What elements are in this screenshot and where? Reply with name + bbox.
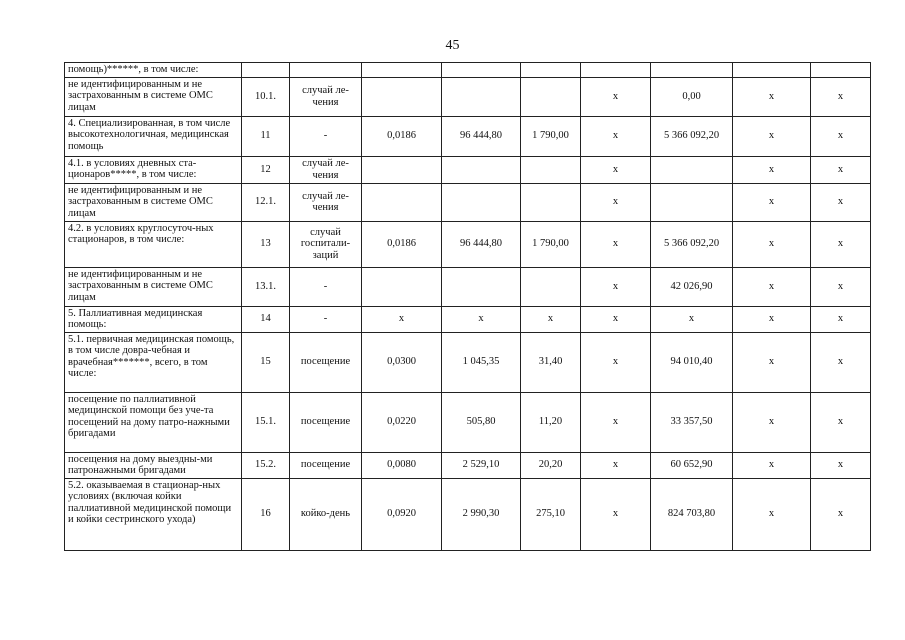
- row-col-8: х: [733, 478, 811, 550]
- row-col-6: х: [581, 332, 651, 392]
- row-col-9: х: [811, 116, 871, 156]
- row-code: 13: [242, 221, 290, 267]
- row-col-6: х: [581, 183, 651, 221]
- row-unit: койко-день: [290, 478, 362, 550]
- row-sum: 42 026,90: [651, 267, 733, 306]
- page-number: 45: [445, 38, 460, 53]
- table-row: [65, 306, 871, 332]
- row-sum: 60 652,90: [651, 452, 733, 478]
- row-per-capita: [521, 156, 581, 183]
- row-col-8: х: [733, 306, 811, 332]
- data-table: [64, 62, 871, 551]
- row-code: 14: [242, 306, 290, 332]
- row-cost: [442, 267, 521, 306]
- row-label: 4. Специализированная, в том числе высокотехнологичная, медицинская помощь: [65, 116, 242, 156]
- row-per-capita: [521, 183, 581, 221]
- table-row: [65, 332, 871, 392]
- row-norm: [362, 156, 442, 183]
- row-norm: 0,0220: [362, 392, 442, 452]
- row-col-6: х: [581, 77, 651, 116]
- row-col-8: [733, 63, 811, 78]
- row-cost: 96 444,80: [442, 116, 521, 156]
- row-col-6: х: [581, 221, 651, 267]
- row-col-9: х: [811, 221, 871, 267]
- row-per-capita: [521, 63, 581, 78]
- row-per-capita: х: [521, 306, 581, 332]
- row-col-8: х: [733, 156, 811, 183]
- row-sum: 824 703,80: [651, 478, 733, 550]
- row-per-capita: 31,40: [521, 332, 581, 392]
- row-cost: 96 444,80: [442, 221, 521, 267]
- table-row: [65, 478, 871, 550]
- row-unit: посещение: [290, 452, 362, 478]
- row-col-6: х: [581, 392, 651, 452]
- row-sum: 5 366 092,20: [651, 221, 733, 267]
- row-col-6: х: [581, 306, 651, 332]
- row-sum: х: [651, 306, 733, 332]
- row-norm: х: [362, 306, 442, 332]
- row-col-9: х: [811, 452, 871, 478]
- row-per-capita: 1 790,00: [521, 116, 581, 156]
- row-sum: [651, 63, 733, 78]
- row-col-8: х: [733, 183, 811, 221]
- row-unit: посещение: [290, 332, 362, 392]
- row-code: 15.1.: [242, 392, 290, 452]
- row-norm: [362, 63, 442, 78]
- table-row: [65, 77, 871, 116]
- row-col-8: х: [733, 452, 811, 478]
- table-row: [65, 156, 871, 183]
- row-norm: 0,0186: [362, 116, 442, 156]
- row-unit: -: [290, 267, 362, 306]
- row-unit: -: [290, 306, 362, 332]
- row-col-6: х: [581, 156, 651, 183]
- row-cost: х: [442, 306, 521, 332]
- row-sum: 94 010,40: [651, 332, 733, 392]
- row-col-9: х: [811, 156, 871, 183]
- row-label: не идентифицированным и не застрахованным в системе ОМС лицам: [65, 267, 242, 306]
- row-col-8: х: [733, 392, 811, 452]
- row-code: 15: [242, 332, 290, 392]
- row-label: помощь)******, в том числе:: [65, 63, 242, 78]
- row-col-9: х: [811, 77, 871, 116]
- row-code: 10.1.: [242, 77, 290, 116]
- row-label: 5. Паллиативная медицинская помощь:: [65, 306, 242, 332]
- row-unit: случай госпитали-заций: [290, 221, 362, 267]
- row-norm: 0,0300: [362, 332, 442, 392]
- row-norm: 0,0186: [362, 221, 442, 267]
- row-sum: 5 366 092,20: [651, 116, 733, 156]
- row-col-9: х: [811, 267, 871, 306]
- row-col-9: х: [811, 478, 871, 550]
- row-code: 13.1.: [242, 267, 290, 306]
- row-per-capita: [521, 77, 581, 116]
- row-label: не идентифицированным и не застрахованным в системе ОМС лицам: [65, 77, 242, 116]
- table-row: [65, 452, 871, 478]
- row-code: 12: [242, 156, 290, 183]
- table-row: [65, 116, 871, 156]
- row-col-8: х: [733, 116, 811, 156]
- row-per-capita: [521, 267, 581, 306]
- row-col-8: х: [733, 221, 811, 267]
- row-cost: [442, 183, 521, 221]
- table-row: [65, 183, 871, 221]
- row-label: посещение по паллиативной медицинской помощи без уче-та посещений на дому патро-нажными бригадами: [65, 392, 242, 452]
- row-col-9: х: [811, 183, 871, 221]
- row-norm: [362, 77, 442, 116]
- table-row: [65, 63, 871, 78]
- row-col-8: х: [733, 77, 811, 116]
- row-cost: 505,80: [442, 392, 521, 452]
- row-col-6: х: [581, 452, 651, 478]
- row-cost: 2 529,10: [442, 452, 521, 478]
- row-code: 15.2.: [242, 452, 290, 478]
- row-col-6: [581, 63, 651, 78]
- row-cost: 2 990,30: [442, 478, 521, 550]
- row-label: посещения на дому выездны-ми патронажными бригадами: [65, 452, 242, 478]
- row-cost: [442, 77, 521, 116]
- row-col-8: х: [733, 332, 811, 392]
- row-norm: [362, 267, 442, 306]
- table-row: [65, 392, 871, 452]
- table-row: [65, 221, 871, 267]
- row-sum: 0,00: [651, 77, 733, 116]
- row-cost: [442, 63, 521, 78]
- row-unit: -: [290, 116, 362, 156]
- row-col-6: х: [581, 116, 651, 156]
- row-label: 4.1. в условиях дневных ста-ционаров*****, в том числе:: [65, 156, 242, 183]
- row-label: 4.2. в условиях круглосуточ-ных стационаров, в том числе:: [65, 221, 242, 267]
- row-cost: [442, 156, 521, 183]
- row-col-9: х: [811, 392, 871, 452]
- row-col-9: х: [811, 332, 871, 392]
- row-code: 12.1.: [242, 183, 290, 221]
- row-col-6: х: [581, 478, 651, 550]
- table-row: [65, 267, 871, 306]
- row-label: не идентифицированным и не застрахованным в системе ОМС лицам: [65, 183, 242, 221]
- row-label: 5.2. оказываемая в стационар-ных условиях (включая койки паллиативной медицинской помощи и койки сестринского ухода): [65, 478, 242, 550]
- row-unit: посещение: [290, 392, 362, 452]
- row-col-8: х: [733, 267, 811, 306]
- row-unit: случай ле-чения: [290, 183, 362, 221]
- row-per-capita: 11,20: [521, 392, 581, 452]
- row-norm: [362, 183, 442, 221]
- row-sum: [651, 183, 733, 221]
- row-per-capita: 275,10: [521, 478, 581, 550]
- row-label: 5.1. первичная медицинская помощь, в том числе довра-чебная и врачебная*******, всего, в том числе:: [65, 332, 242, 392]
- row-code: [242, 63, 290, 78]
- row-sum: 33 357,50: [651, 392, 733, 452]
- row-col-9: [811, 63, 871, 78]
- row-unit: случай ле-чения: [290, 156, 362, 183]
- row-norm: 0,0920: [362, 478, 442, 550]
- row-unit: [290, 63, 362, 78]
- row-code: 16: [242, 478, 290, 550]
- row-sum: [651, 156, 733, 183]
- row-per-capita: 1 790,00: [521, 221, 581, 267]
- row-col-9: х: [811, 306, 871, 332]
- row-norm: 0,0080: [362, 452, 442, 478]
- row-code: 11: [242, 116, 290, 156]
- row-per-capita: 20,20: [521, 452, 581, 478]
- row-unit: случай ле-чения: [290, 77, 362, 116]
- row-col-6: х: [581, 267, 651, 306]
- row-cost: 1 045,35: [442, 332, 521, 392]
